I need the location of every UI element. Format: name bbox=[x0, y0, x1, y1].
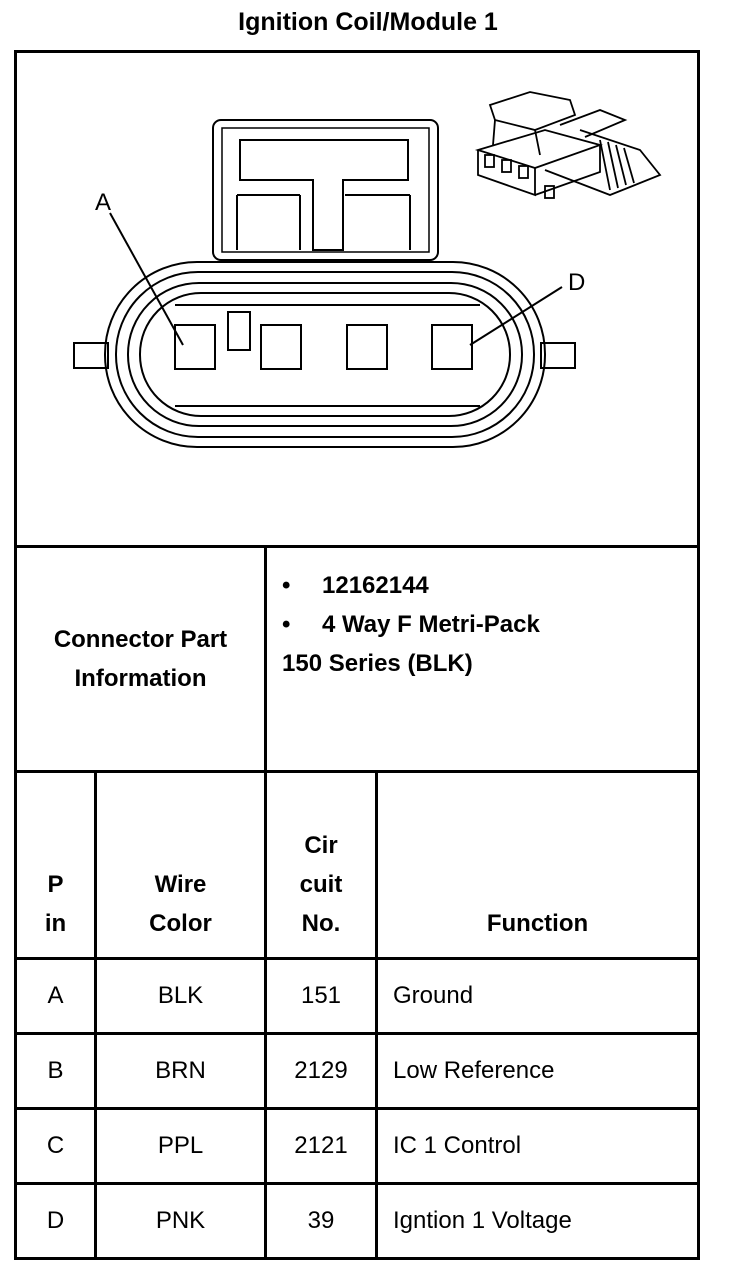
connector-part-label bbox=[17, 548, 264, 770]
connector-description: 4 Way F Metri-Pack bbox=[322, 611, 540, 638]
circuit-cell: 39 bbox=[307, 1207, 335, 1234]
description-line bbox=[282, 605, 540, 644]
circuit-cell: 2129 bbox=[294, 1057, 348, 1084]
pin-cell: A bbox=[47, 982, 64, 1009]
connector-body-outer bbox=[105, 262, 545, 447]
pin-cell: B bbox=[47, 1057, 64, 1084]
header-circuit-line2: cuit bbox=[299, 871, 343, 898]
cavity-c bbox=[347, 325, 387, 369]
divider-info bbox=[14, 770, 700, 773]
function-cell: Ground bbox=[393, 982, 474, 1009]
connector-part-label-line2: Information bbox=[74, 665, 207, 692]
wire-color-cell: PPL bbox=[157, 1132, 204, 1159]
cavity-d bbox=[432, 325, 472, 369]
cavity-a bbox=[175, 325, 215, 369]
polarizing-key bbox=[228, 312, 250, 350]
wire-color-cell: BRN bbox=[155, 1057, 206, 1084]
connector-isometric-icon bbox=[478, 92, 660, 198]
pin-d-callout: D bbox=[568, 269, 586, 296]
page-title: Ignition Coil/Module 1 bbox=[238, 8, 498, 36]
header-pin bbox=[17, 865, 94, 943]
header-wire-line1: Wire bbox=[154, 871, 207, 898]
connector-part-info bbox=[282, 566, 540, 683]
function-cell: Low Reference bbox=[393, 1057, 555, 1084]
bullet-icon: • bbox=[282, 572, 291, 599]
wire-color-cell: PNK bbox=[155, 1207, 206, 1234]
connector-diagram bbox=[17, 53, 697, 545]
series-line: 150 Series (BLK) bbox=[282, 650, 473, 677]
header-pin-line2: in bbox=[44, 910, 67, 937]
circuit-cell: 151 bbox=[300, 982, 342, 1009]
pin-a-callout: A bbox=[95, 189, 112, 216]
header-wire-line2: Color bbox=[149, 910, 212, 937]
col-divider-function bbox=[375, 770, 378, 1260]
bullet-icon: • bbox=[282, 611, 291, 638]
header-function: Function bbox=[486, 910, 589, 937]
header-pin-line1: P bbox=[47, 871, 64, 898]
pin-cell: D bbox=[46, 1207, 65, 1234]
function-cell: IC 1 Control bbox=[393, 1132, 522, 1159]
function-cell: Igntion 1 Voltage bbox=[393, 1207, 572, 1234]
header-circuit-no bbox=[267, 826, 375, 943]
circuit-cell: 2121 bbox=[294, 1132, 348, 1159]
part-number: 12162144 bbox=[322, 572, 429, 599]
cavity-b bbox=[261, 325, 301, 369]
connector-part-label-line1: Connector Part bbox=[53, 626, 228, 653]
wire-color-cell: BLK bbox=[157, 982, 204, 1009]
header-circuit-line3: No. bbox=[301, 910, 341, 937]
header-circuit-line1: Cir bbox=[304, 832, 338, 859]
pin-cell: C bbox=[46, 1132, 65, 1159]
part-number-line bbox=[282, 566, 540, 605]
header-wire-color bbox=[97, 865, 264, 943]
